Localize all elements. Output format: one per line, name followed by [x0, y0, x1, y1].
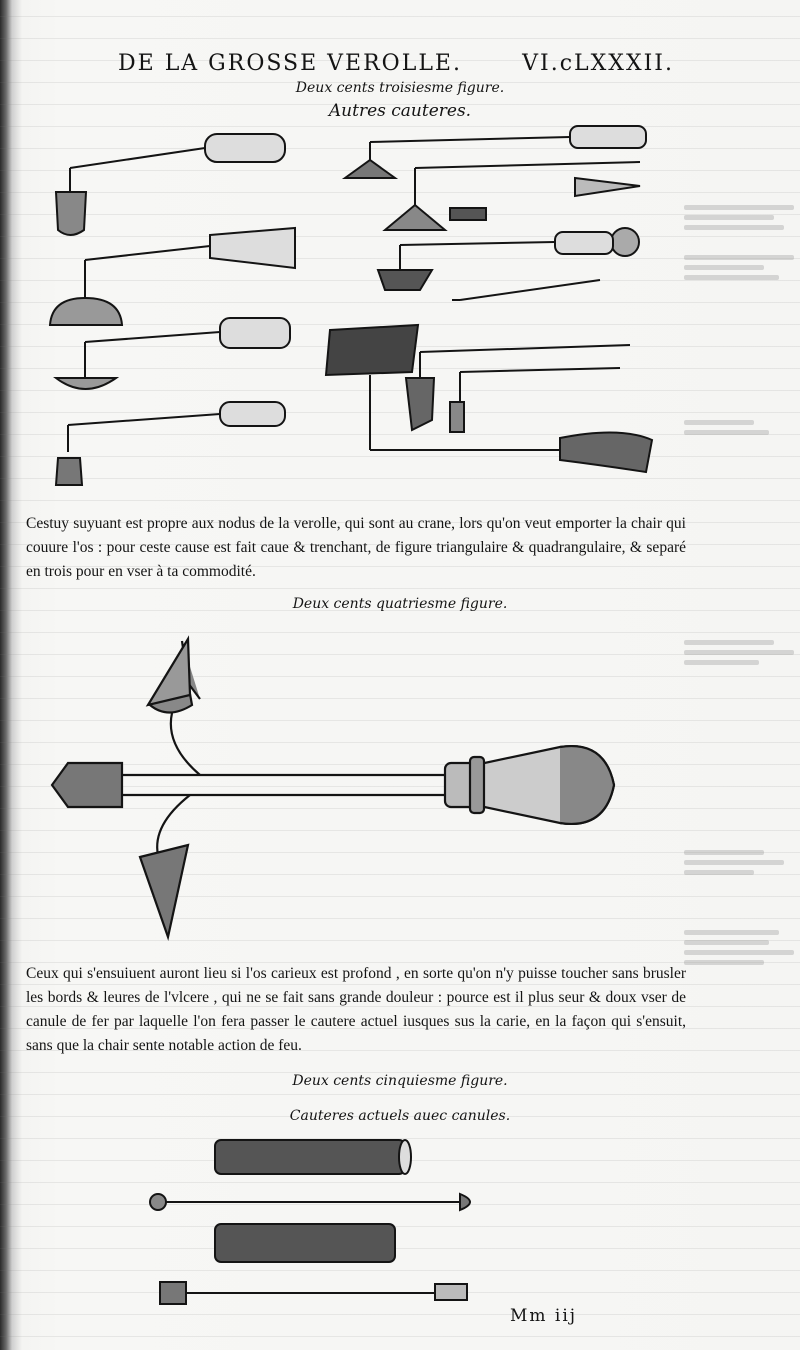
paragraph-cannula-description: Ceux qui s'ensuiuent auront lieu si l'os carieux est profond , en sorte qu'on n'y puisse toucher sans brusler les bords & leures de l'vlcere , qui ne se fait sans grande douleur : pource est il plus seur & doux vser de canule de fer par laquelle l'on fera passer le cautere actuel iusques sus la carie, en la façon qui s'ensuit, sans que la chair sente notable action de feu. — [26, 965, 686, 1054]
tripartite-upper-arrow-tip — [148, 639, 200, 775]
tripartite-lower-arrow-tip — [140, 795, 190, 937]
cautery-rod-upper — [150, 1194, 470, 1210]
figure-205-title: Cauteres actuels auec canules. — [289, 1108, 511, 1124]
cautery-square-plate-tool — [326, 325, 652, 472]
figure-204-tripartite-cautery-illustration — [40, 635, 630, 945]
cautery-plate-tool-upper — [345, 126, 646, 178]
figure-205-cannula-illustration — [140, 1132, 490, 1312]
cannula-lower — [215, 1224, 395, 1262]
running-header — [118, 46, 672, 82]
paragraph-fig204-description: Cestuy suyuant est propre aux nodus de la verolle, qui sont au crane, lors qu'on veut emporter la chair qui couure l'os : pour ceste cause est fait caue & trenchant, de figure triangulaire & quadrangulaire, & separé en trois pour en vser à ta commodité. — [26, 515, 686, 580]
cautery-brush-tool — [56, 402, 285, 485]
figure-205-caption: Deux cents cinquiesme figure. — [292, 1073, 508, 1089]
tripartite-shaft — [120, 775, 445, 795]
cautery-crescent-tool — [50, 228, 295, 325]
tripartite-left-prism-tip — [52, 763, 122, 807]
cautery-cone-tools — [406, 345, 630, 432]
figure-203-caption: Deux cents troisiesme figure. — [295, 80, 505, 96]
margin-bleed-notes — [670, 0, 800, 1350]
figure-203-title: Autres cauteres. — [328, 101, 472, 121]
cautery-knob-tool — [378, 228, 639, 300]
tripartite-handle — [445, 746, 614, 824]
cautery-spoon-tool — [56, 134, 285, 235]
cautery-blade-tool — [385, 162, 640, 230]
cannula-upper — [215, 1140, 411, 1174]
cautery-ladle-tool — [56, 318, 290, 389]
cautery-rod-lower — [160, 1282, 467, 1304]
figure-203-cauteries-illustration — [40, 120, 670, 490]
signature-mark: Mm iij — [510, 1306, 578, 1326]
figure-204-caption: Deux cents quatriesme figure. — [292, 596, 508, 612]
running-title: DE LA GROSSE VEROLLE. — [118, 51, 462, 76]
folio-number: VI.cLXXXII. — [522, 51, 674, 76]
